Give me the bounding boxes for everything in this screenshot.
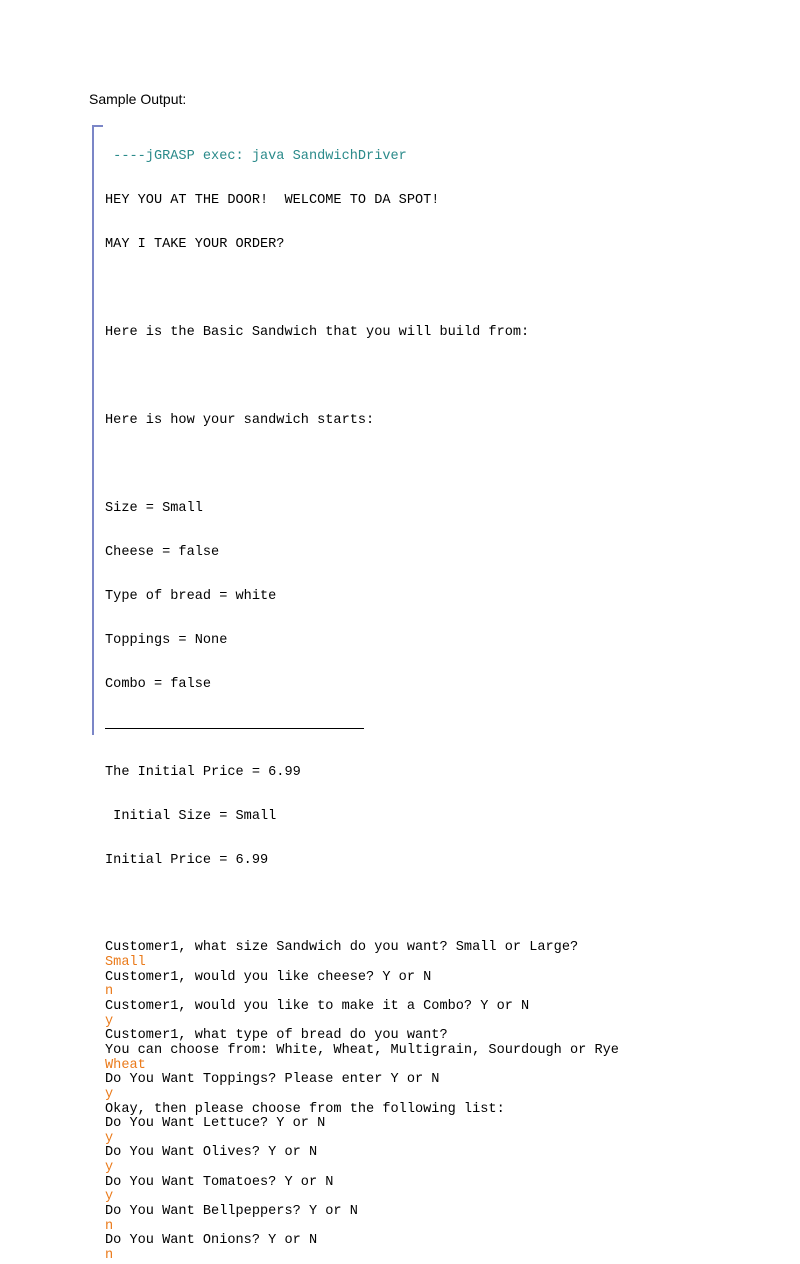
prompt-line: Customer1, what size Sandwich do you want? Small or Large? (105, 940, 579, 956)
user-input-line: n (105, 984, 114, 1000)
prompt-line: Do You Want Tomatoes? Y or N (105, 1174, 334, 1190)
prompt-line: Okay, then please choose from the following list: (105, 1101, 505, 1117)
blank-line (105, 898, 772, 913)
prompt-line: Customer1, what type of bread do you want? (105, 1028, 448, 1044)
user-input-line: n (105, 1218, 114, 1234)
prompt-line: Do You Want Toppings? Please enter Y or N (105, 1072, 440, 1088)
user-input-line: y (105, 1013, 114, 1029)
prompt-line: Do You Want Lettuce? Y or N (105, 1116, 326, 1132)
user-input-line: Wheat (105, 1057, 146, 1073)
user-input-line: n (105, 1247, 114, 1263)
default-size-line: Size = Small (105, 500, 203, 516)
user-input-line: y (105, 1130, 114, 1146)
sample-output-heading: Sample Output: (89, 91, 187, 107)
user-input-line: Small (105, 955, 146, 971)
user-input-line: y (105, 1189, 114, 1205)
basic-intro-line: Here is the Basic Sandwich that you will build from: (105, 325, 530, 341)
starts-intro-line: Here is how your sandwich starts: (105, 413, 375, 429)
console-output (92, 121, 772, 1263)
default-toppings-line: Toppings = None (105, 632, 228, 648)
greeting-line: HEY YOU AT THE DOOR! WELCOME TO DA SPOT! (105, 193, 440, 209)
separator-rule (105, 722, 772, 737)
initial-price-line: Initial Price = 6.99 (105, 852, 269, 868)
initial-price-line: The Initial Price = 6.99 (105, 764, 301, 780)
prompt-line: Do You Want Olives? Y or N (105, 1145, 318, 1161)
prompt-line: Customer1, would you like cheese? Y or N (105, 969, 432, 985)
prompt-line: Do You Want Bellpeppers? Y or N (105, 1204, 358, 1219)
exec-header-line: ----jGRASP exec: java SandwichDriver (105, 149, 407, 165)
console-bracket (92, 125, 103, 735)
order-dialog (105, 940, 772, 1263)
greeting-line: MAY I TAKE YOUR ORDER? (105, 237, 285, 253)
prompt-line: You can choose from: White, Wheat, Multigrain, Sourdough or Rye (105, 1042, 619, 1058)
prompt-line: Do You Want Onions? Y or N (105, 1233, 318, 1249)
blank-line (105, 458, 772, 473)
default-cheese-line: Cheese = false (105, 544, 220, 560)
user-input-line: y (105, 1160, 114, 1176)
blank-line (105, 282, 772, 297)
console-lines (105, 121, 772, 1263)
prompt-line: Customer1, would you like to make it a Combo? Y or N (105, 999, 530, 1015)
default-combo-line: Combo = false (105, 676, 212, 692)
default-bread-line: Type of bread = white (105, 588, 277, 604)
user-input-line: y (105, 1086, 114, 1102)
initial-size-line: Initial Size = Small (105, 808, 277, 824)
blank-line (105, 370, 772, 385)
